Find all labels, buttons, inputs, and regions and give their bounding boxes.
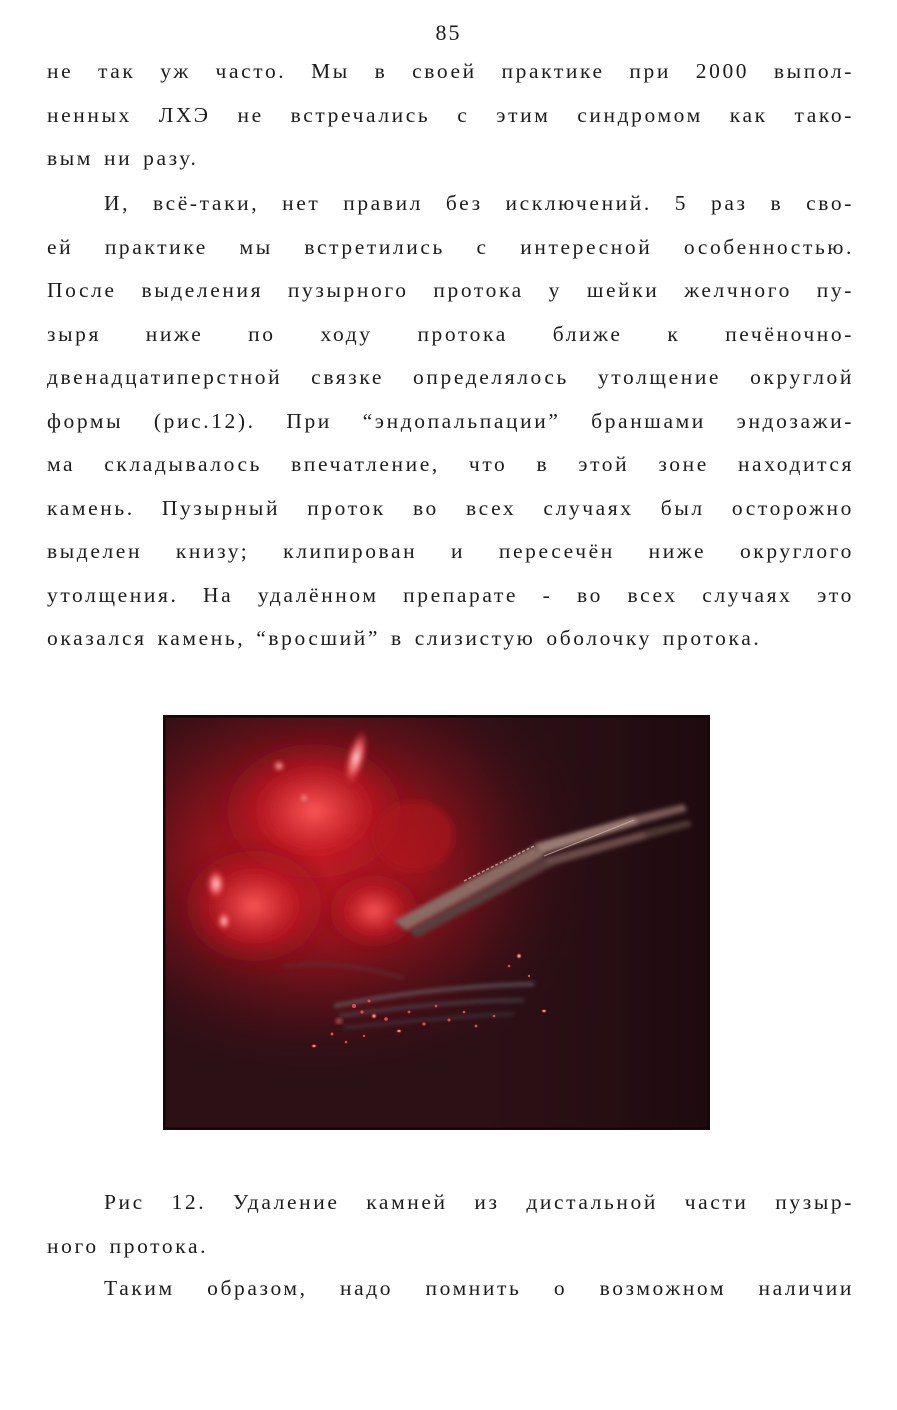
text-line: И, всё-таки, нет правил без исключений. 5 раз в сво- bbox=[104, 191, 854, 215]
text-line: После выделения пузырного протока у шейки желчного пу- bbox=[47, 278, 854, 302]
text-line: двенадцатиперстной связке определялось утолщение округлой bbox=[47, 365, 854, 389]
text-line: зыря ниже по ходу протока ближе к печёночно- bbox=[47, 321, 854, 346]
text-line: ей практике мы встретились с интересной особенностью. bbox=[47, 234, 854, 259]
text-line: оказался камень, “вросший” в слизистую оболочку протока. bbox=[47, 626, 762, 650]
caption-line: ного протока. bbox=[47, 1233, 209, 1258]
text-line: ма складывалось впечатление, что в этой зоне находится bbox=[47, 452, 854, 476]
endoscopic-photo bbox=[164, 716, 709, 1129]
paragraph-1 bbox=[47, 50, 854, 181]
endoscopic-photo-figure bbox=[164, 716, 709, 1129]
text-line: выделен книзу; клипирован и пересечён ниже округлого bbox=[47, 539, 854, 563]
text-line: Таким образом, надо помнить о возможном наличии bbox=[104, 1276, 854, 1300]
paragraph-2 bbox=[47, 182, 854, 661]
text-line: не так уж часто. Мы в своей практике при 2000 выпол- bbox=[47, 59, 854, 83]
figure-caption bbox=[47, 1181, 854, 1268]
caption-line: Рис 12. Удаление камней из дистальной части пузыр- bbox=[104, 1190, 854, 1214]
page-number: 85 bbox=[435, 20, 462, 45]
text-line: камень. Пузырный проток во всех случаях был осторожно bbox=[47, 495, 854, 520]
text-line: формы (рис.12). При “эндопальпации” браншами эндозажи- bbox=[47, 408, 854, 433]
text-line: ненных ЛХЭ не встречались с этим синдромом как тако- bbox=[47, 102, 854, 127]
paragraph-3 bbox=[47, 1267, 854, 1311]
text-line: утолщения. На удалённом препарате - во всех случаях это bbox=[47, 582, 854, 607]
text-line: вым ни разу. bbox=[47, 146, 199, 170]
